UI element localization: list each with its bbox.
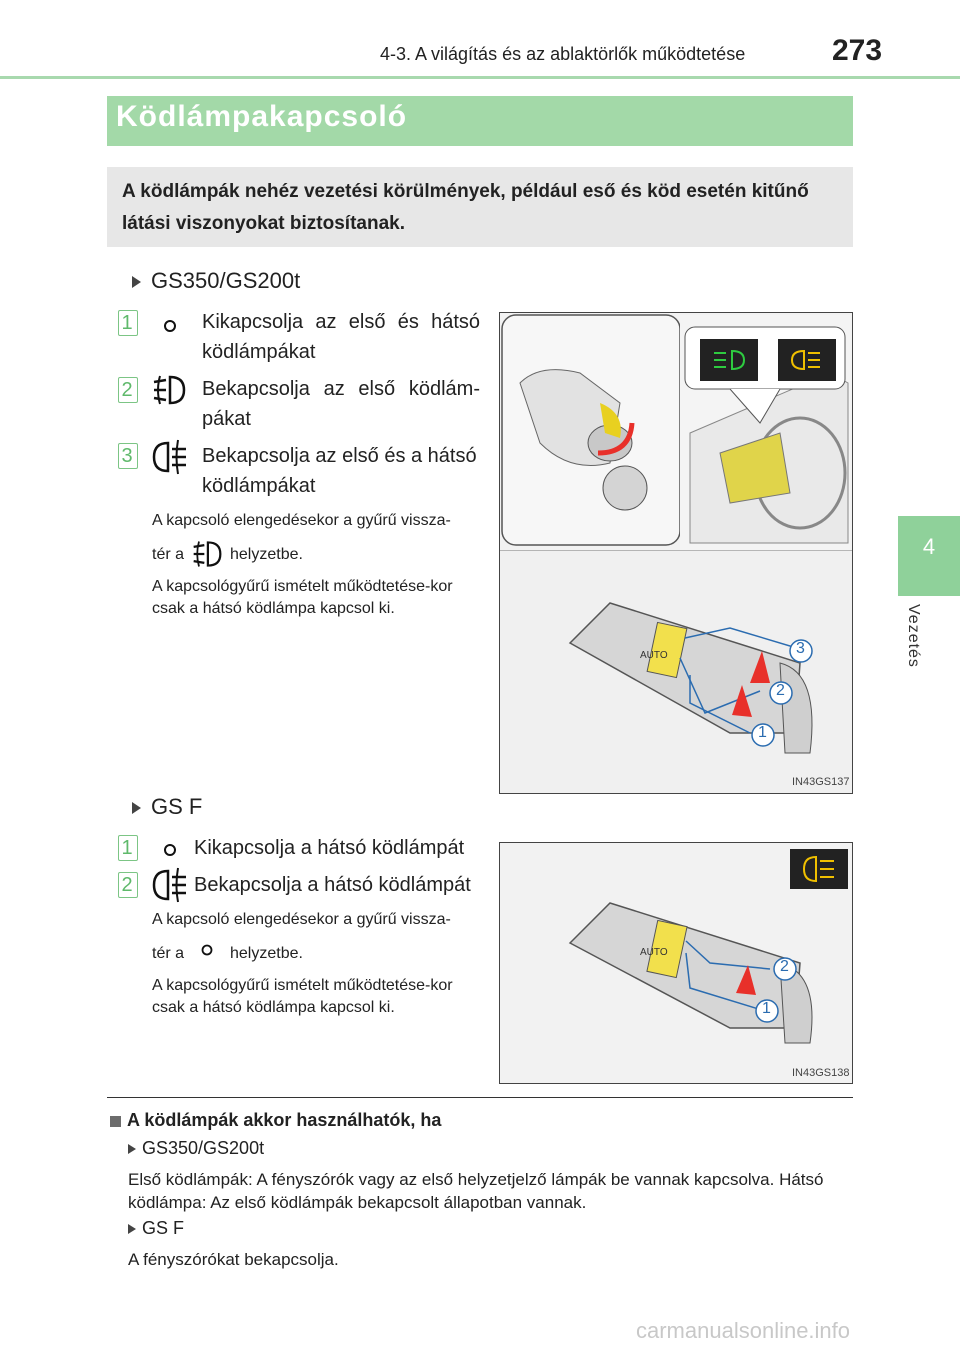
item-text: Bekapcsolja az első ködlám-pákat xyxy=(202,378,480,430)
variant-title: GS350/GS200t xyxy=(151,268,301,293)
chapter-title: 4-3. A világítás és az ablaktörlők működtetése xyxy=(380,44,746,64)
section-title: Ködlámpakapcsoló xyxy=(116,100,408,133)
conditions-heading-text: A ködlámpák akkor használhatók, ha xyxy=(127,1110,442,1130)
conditions-variant-title: GS350/GS200t xyxy=(142,1138,265,1158)
triangle-bullet-icon xyxy=(132,276,141,288)
off-circle-icon xyxy=(198,941,216,959)
figure-code: IN43GS138 xyxy=(792,1067,850,1079)
variant-heading xyxy=(132,268,300,294)
figure-1-illustration xyxy=(500,313,852,793)
conditions-variant xyxy=(128,1138,264,1159)
triangle-bullet-icon xyxy=(132,802,141,814)
note-text: helyzetbe. xyxy=(230,546,303,563)
triangle-bullet-icon xyxy=(128,1144,136,1154)
conditions-text: A fényszórókat bekapcsolja. xyxy=(128,1250,339,1269)
triangle-bullet-icon xyxy=(128,1224,136,1234)
item-text: Bekapcsolja az első és a hátsó ködlámpákat xyxy=(202,445,477,497)
svg-text:AUTO: AUTO xyxy=(640,947,668,958)
item-number: 2 xyxy=(116,377,138,403)
note-text: tér a xyxy=(152,546,185,563)
conditions-heading xyxy=(110,1110,441,1131)
header-divider xyxy=(0,76,960,79)
figure-2 xyxy=(499,842,853,1084)
square-bullet-icon xyxy=(110,1116,121,1127)
front-fog-icon xyxy=(190,538,224,570)
note-text: A kapcsoló elengedésekor a gyűrű vissza- xyxy=(152,911,451,928)
item-number: 1 xyxy=(116,310,138,336)
conditions-variant xyxy=(128,1218,184,1239)
callout-label: 2 xyxy=(776,682,785,699)
section-divider xyxy=(107,1097,853,1098)
item-number: 1 xyxy=(116,835,138,861)
variant-heading xyxy=(132,794,202,820)
conditions-text: Első ködlámpák: A fényszórók vagy az első helyzetjelző lámpák be vannak kapcsolva. Hátsó ködlámpa: Az első ködlámpák bekapcsolt állapotban vannak. xyxy=(128,1170,824,1212)
figure-1 xyxy=(499,312,853,794)
note-text: A kapcsológyűrű ismételt működtetése-kor csak a hátsó ködlámpa kapcsol ki. xyxy=(152,578,453,617)
figure-code: IN43GS137 xyxy=(792,776,850,788)
conditions-variant-title: GS F xyxy=(142,1218,185,1238)
item-number: 2 xyxy=(116,872,138,898)
off-circle-icon xyxy=(160,316,180,336)
item-number: 3 xyxy=(116,443,138,469)
variant-title: GS F xyxy=(151,794,203,819)
figure-2-illustration xyxy=(500,843,852,1083)
item-text: Kikapcsolja a hátsó ködlámpát xyxy=(194,837,465,859)
front-fog-icon xyxy=(150,372,188,408)
page-number: 273 xyxy=(832,34,883,67)
off-circle-icon xyxy=(160,840,180,860)
callout-label: 3 xyxy=(796,640,805,657)
callout-label: 2 xyxy=(780,958,789,975)
callout-label: 1 xyxy=(758,724,767,741)
svg-text:AUTO: AUTO xyxy=(640,650,668,661)
callout-label: 1 xyxy=(762,1000,771,1017)
chapter-tab-label: Vezetés xyxy=(905,604,922,668)
note-text: tér a xyxy=(152,945,185,962)
intro-text: A ködlámpák nehéz vezetési körülmények, például eső és köd esetén kitűnő látási viszonyokat biztosítanak. xyxy=(122,181,809,234)
note-text: helyzetbe. xyxy=(230,945,303,962)
rear-fog-icon xyxy=(150,438,190,476)
rear-fog-icon xyxy=(150,866,190,904)
item-text: Kikapcsolja az első és hátsó ködlámpákat xyxy=(202,311,480,363)
note-text: A kapcsoló elengedésekor a gyűrű vissza- xyxy=(152,512,451,529)
chapter-tab-number: 4 xyxy=(922,534,936,559)
item-text: Bekapcsolja a hátsó ködlámpát xyxy=(194,874,471,896)
note-text: A kapcsológyűrű ismételt működtetése-kor csak a hátsó ködlámpa kapcsol ki. xyxy=(152,977,453,1016)
watermark: carmanualsonline.info xyxy=(636,1318,851,1343)
